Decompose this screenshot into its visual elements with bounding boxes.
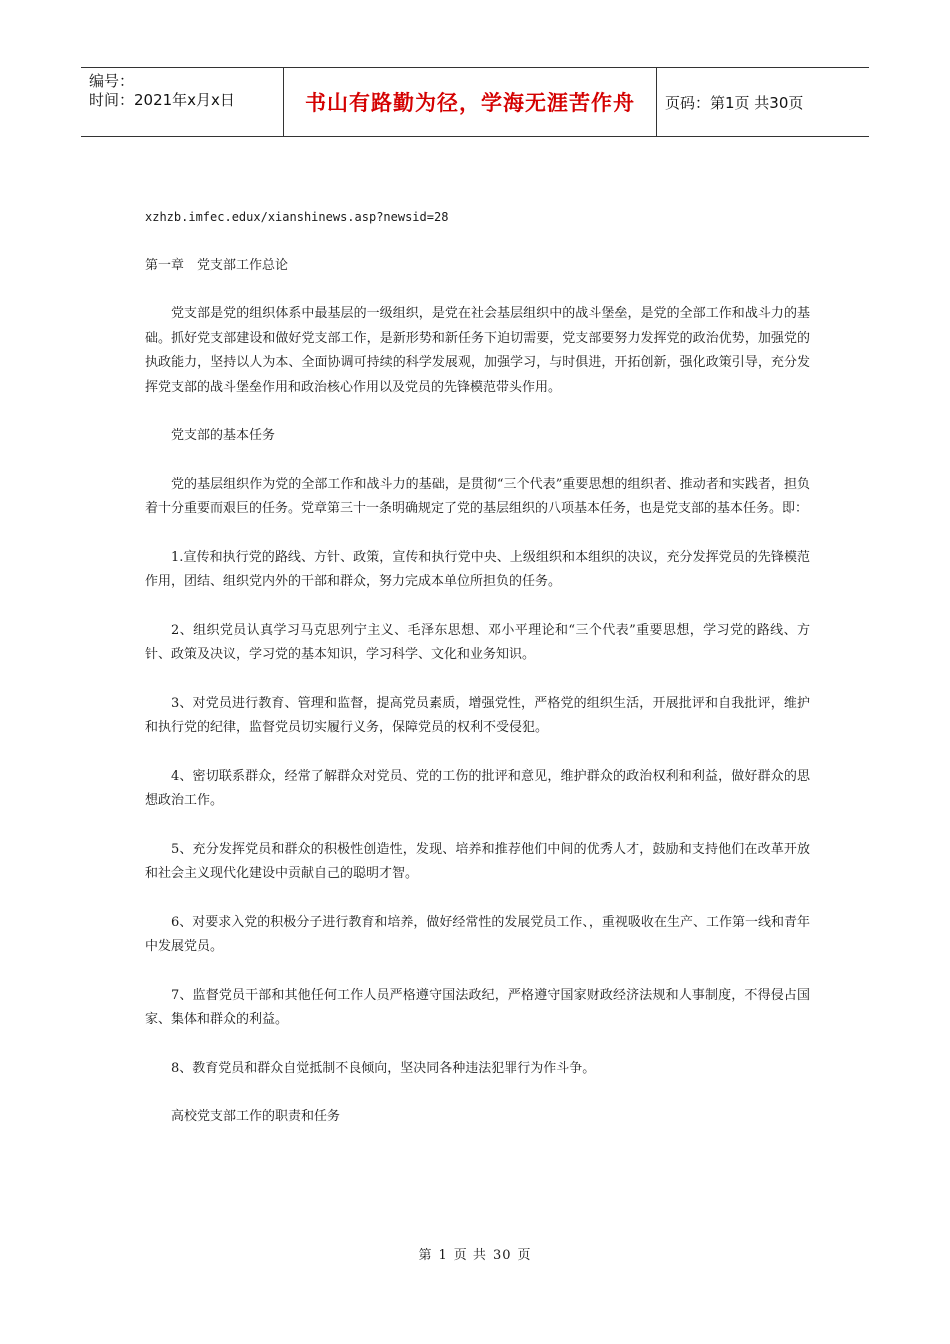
task-item-4: 4、密切联系群众，经常了解群众对党员、党的工伤的批评和意见，维护群众的政治权利和利益，做好群众的思想政治工作。 [145, 768, 810, 808]
footer-total-pages: 30 [492, 1248, 512, 1263]
task-item-6: 6、对要求入党的积极分子进行教育和培养，做好经常性的发展党员工作、，重视吸收在生产、工作第一线和青年中发展党员。 [145, 914, 810, 954]
section-title-basic-tasks: 党支部的基本任务 [171, 428, 276, 443]
section-title-university-duties: 高校党支部工作的职责和任务 [171, 1109, 341, 1124]
document-number-label: 编号： [89, 72, 135, 90]
footer-prefix: 第 [418, 1248, 433, 1263]
tasks-intro-paragraph: 党的基层组织作为党的全部工作和战斗力的基础，是贯彻“三个代表”重要思想的组织者、推动者和实践者，担负着十分重要而艰巨的任务。党章第三十一条明确规定了党的基层组织的八项基本任务，也是党支部的基本任务。即： [145, 476, 810, 516]
footer-mid: 页 共 [453, 1248, 487, 1263]
document-body [145, 205, 810, 1130]
header-page-info: 页码：第1页 共30页 [665, 93, 804, 112]
page-footer [0, 1244, 950, 1263]
task-item-8: 8、教育党员和群众自觉抵制不良倾向，坚决同各种违法犯罪行为作斗争。 [171, 1060, 596, 1076]
chapter-title: 第一章 党支部工作总论 [145, 257, 289, 273]
page-header [81, 67, 869, 137]
task-item-2: 2、组织党员认真学习马克思列宁主义、毛泽东思想、邓小平理论和“三个代表”重要思想，学习党的路线、方针、政策及决议，学习党的基本知识，学习科学、文化和业务知识。 [145, 622, 810, 662]
task-item-3: 3、对党员进行教育、管理和监督，提高党员素质，增强党性，严格党的组织生活，开展批评和自我批评，维护和执行党的纪律，监督党员切实履行义务，保障党员的权利不受侵犯。 [145, 695, 810, 735]
intro-paragraph: 党支部是党的组织体系中最基层的一级组织，是党在社会基层组织中的战斗堡垒，是党的全部工作和战斗力的基础。抓好党支部建设和做好党支部工作，是新形势和新任务下迫切需要，党支部要努力发挥党的政治优势，加强党的执政能力，坚持以人为本、全面协调可持续的科学发展观，加强学习，与时俱进，开拓创新，强化政策引导，充分发挥党支部的战斗堡垒作用和政治核心作用以及党员的先锋模范带头作用。 [145, 306, 810, 395]
footer-current-page: 1 [438, 1248, 448, 1263]
task-item-1: 1.宣传和执行党的路线、方针、政策，宣传和执行党中央、上级组织和本组织的决议，充分发挥党员的先锋模范作用，团结、组织党内外的干部和群众，努力完成本单位所担负的任务。 [145, 549, 810, 589]
footer-suffix: 页 [517, 1248, 532, 1263]
source-url: xzhzb.imfec.edux/xianshinews.asp?newsid=28 [145, 210, 449, 224]
header-meta [81, 68, 284, 136]
header-motto: 书山有路勤为径，学海无涯苦作舟 [284, 68, 657, 136]
task-item-5: 5、充分发挥党员和群众的积极性创造性，发现、培养和推荐他们中间的优秀人才，鼓励和支持他们在改革开放和社会主义现代化建设中贡献自己的聪明才智。 [145, 841, 810, 881]
document-date: 时间：2021年x月x日 [89, 91, 235, 109]
task-item-7: 7、监督党员干部和其他任何工作人员严格遵守国法政纪，严格遵守国家财政经济法规和人事制度，不得侵占国家、集体和群众的利益。 [145, 987, 810, 1027]
